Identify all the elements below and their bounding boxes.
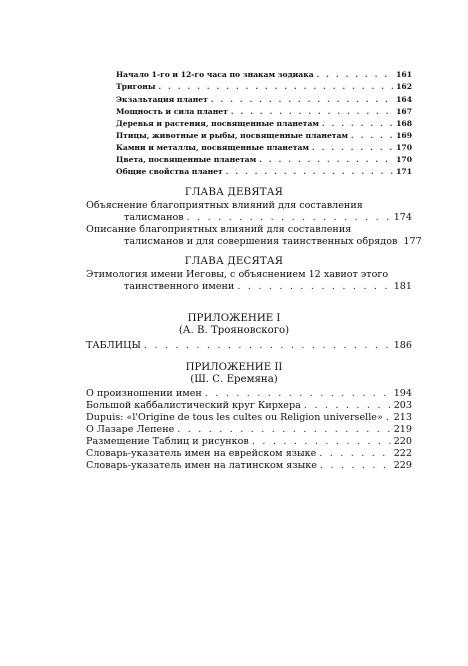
toc-entry-page: 168 <box>396 119 412 128</box>
toc-entry-page: 170 <box>396 155 412 164</box>
toc-entry-label: Словарь-указатель имен на еврейском языке <box>86 448 317 459</box>
toc-entry-page: 177 <box>403 236 422 247</box>
leader-dots <box>322 118 393 130</box>
toc-entry <box>116 130 412 142</box>
leader-dots <box>211 94 393 106</box>
toc-entry-label: ТАБЛИЦЫ <box>86 340 141 351</box>
leader-dots <box>231 106 393 118</box>
toc-entry <box>116 154 412 166</box>
leader-dots <box>386 412 391 424</box>
toc-entry <box>124 281 412 293</box>
leader-dots <box>351 130 393 142</box>
toc-entry <box>124 212 412 224</box>
toc-entry-page: 174 <box>393 212 412 223</box>
toc-entry <box>116 142 412 154</box>
toc-entry <box>116 81 412 93</box>
toc-entry-page: 222 <box>393 448 412 459</box>
toc-entry <box>116 166 412 178</box>
toc-entry-page: 169 <box>396 131 412 140</box>
leader-dots <box>237 281 390 293</box>
toc-entry-page: 171 <box>396 167 412 176</box>
toc-entry <box>116 69 412 81</box>
chapter-heading: ГЛАВА ДЕСЯТАЯ <box>184 256 284 267</box>
toc-entry <box>86 388 412 400</box>
leader-dots <box>312 142 393 154</box>
toc-entry-label-cont: талисманов и для совершения таинственных обрядов <box>124 236 398 247</box>
toc-entry-page: 220 <box>393 436 412 447</box>
toc-entry <box>86 340 412 352</box>
leader-dots <box>319 448 390 460</box>
toc-entry-label: Деревья и растения, посвященные планетам <box>116 119 319 128</box>
toc-entry-page: 213 <box>393 412 412 423</box>
toc-entry-label: Общие свойства планет <box>116 167 223 176</box>
appendix-heading: ПРИЛОЖЕНИЕ I <box>187 313 281 324</box>
appendix-heading: ПРИЛОЖЕНИЕ II <box>185 362 283 373</box>
leader-dots <box>226 166 393 178</box>
toc-entry-page: 203 <box>393 400 412 411</box>
leader-dots <box>252 436 391 448</box>
toc-entry-label: Объяснение благоприятных влияний для составления <box>86 200 363 211</box>
toc-entry <box>86 424 412 436</box>
toc-entry-label: Этимология имени Иеговы, с объяснением 12 хавиот этого <box>86 269 389 280</box>
toc-entry <box>86 412 412 424</box>
toc-entry-page: 161 <box>396 70 412 79</box>
toc-entry-label: Размещение Таблиц и рисунков <box>86 436 249 447</box>
toc-entry <box>86 448 412 460</box>
toc-entry <box>116 94 412 106</box>
toc-entry-label: Dupuis: «l'Origine de tous les cultes ou Religion universelle» <box>86 412 383 423</box>
toc-entry-page: 186 <box>393 340 412 351</box>
toc-entry-label: Большой каббалистический круг Кирхера <box>86 400 301 411</box>
toc-entry <box>86 460 412 472</box>
toc-entry <box>86 436 412 448</box>
toc-entry-page: 167 <box>396 107 412 116</box>
toc-entry-page: 181 <box>393 281 412 292</box>
toc-entry-label: Птицы, животные и рыбы, посвященные планетам <box>116 131 349 140</box>
appendix-author: (Ш. С. Еремяна) <box>190 374 278 385</box>
toc-entry <box>116 118 412 130</box>
toc-entry-page: 194 <box>393 388 412 399</box>
toc-entry-label-cont: таинственного имени <box>124 281 235 292</box>
toc-entry <box>86 400 412 412</box>
toc-entry-label: О произношении имен <box>86 388 202 399</box>
toc-entry-label: О Лазаре Лепене <box>86 424 175 435</box>
leader-dots <box>187 212 391 224</box>
toc-entry <box>124 236 422 248</box>
toc-entry-label: Экзальтация планет <box>116 95 208 104</box>
leader-dots <box>259 154 393 166</box>
leader-dots <box>158 81 393 93</box>
leader-dots <box>177 424 390 436</box>
toc-entry-page: 219 <box>393 424 412 435</box>
appendix-author: (А. В. Трояновского) <box>178 325 290 336</box>
toc-entry-label: Словарь-указатель имен на латинском языке <box>86 460 317 471</box>
leader-dots <box>304 400 391 412</box>
chapter-heading: ГЛАВА ДЕВЯТАЯ <box>184 187 284 198</box>
leader-dots <box>317 69 394 81</box>
leader-dots <box>205 388 391 400</box>
toc-entry-page: 170 <box>396 143 412 152</box>
leader-dots <box>320 460 391 472</box>
leader-dots <box>144 340 391 352</box>
toc-entry-label: Описание благоприятных влияний для составления <box>86 224 352 235</box>
toc-entry-page: 164 <box>396 95 412 104</box>
toc-entry-label: Мощность и сила планет <box>116 107 228 116</box>
toc-entry-page: 162 <box>396 82 412 91</box>
toc-entry-label-cont: талисманов <box>124 212 184 223</box>
toc-entry <box>116 106 412 118</box>
toc-entry-label: Начало 1-го и 12-го часа по знакам зодиака <box>116 70 314 79</box>
toc-entry-label: Камни и металлы, посвященные планетам <box>116 143 310 152</box>
toc-entry-label: Тригоны <box>116 82 156 91</box>
toc-entry-page: 229 <box>393 460 412 471</box>
toc-entry-label: Цвета, посвященные планетам <box>116 155 257 164</box>
